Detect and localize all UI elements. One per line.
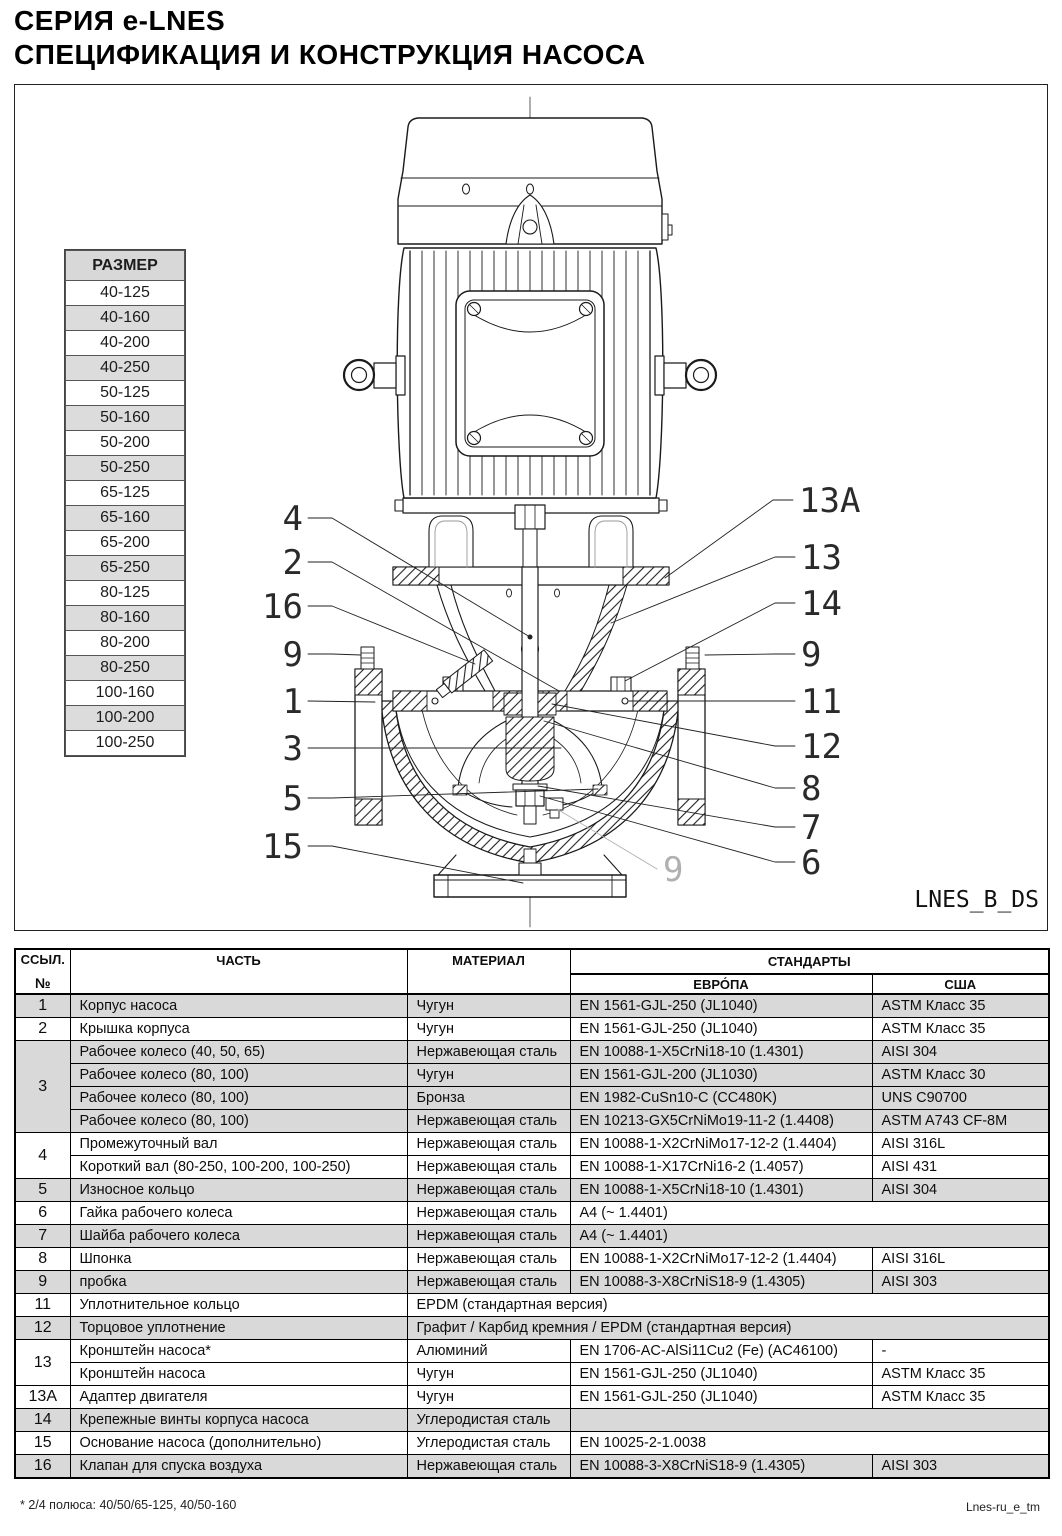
size-value: 80-200 [66,631,185,656]
col-header-standards: СТАНДАРТЫ [570,949,1049,974]
left-eyebolt [344,356,405,395]
footnote: * 2/4 полюса: 40/50/65-125, 40/50-160 [20,1498,237,1512]
cell-standard [570,1409,1049,1432]
size-value: 50-250 [66,456,185,481]
cell-usa: ASTM Класс 30 [872,1064,1049,1087]
cell-europe: EN 1561-GJL-250 (JL1040) [570,1018,872,1041]
size-row [66,681,185,706]
size-row [66,706,185,731]
cell-part: Уплотнительное кольцо [70,1294,407,1317]
size-value: 100-250 [66,731,185,756]
cell-material-standard: Графит / Карбид кремния / EPDM (стандартная версия) [407,1317,1049,1340]
size-value: 40-250 [66,356,185,381]
cell-europe: EN 10088-3-X8CrNiS18-9 (1.4305) [570,1455,872,1479]
cell-part: Кронштейн насоса* [70,1340,407,1363]
cell-standard: EN 10025-2-1.0038 [570,1432,1049,1455]
cell-europe: EN 10088-1-X5CrNi18-10 (1.4301) [570,1041,872,1064]
size-value: 100-200 [66,706,185,731]
cell-ref: 5 [15,1179,70,1202]
cell-material: Нержавеющая сталь [407,1156,570,1179]
cell-europe: EN 1706-AC-AlSi11Cu2 (Fe) (AC46100) [570,1340,872,1363]
size-value: 40-160 [66,306,185,331]
table-row [15,1409,1049,1432]
cell-europe: EN 1561-GJL-200 (JL1030) [570,1064,872,1087]
cell-usa: ASTM Класс 35 [872,1363,1049,1386]
size-value: 65-160 [66,506,185,531]
cell-part: Промежуточный вал [70,1133,407,1156]
size-value: 80-125 [66,581,185,606]
size-value: 65-125 [66,481,185,506]
cell-ref: 14 [15,1409,70,1432]
cell-usa: AISI 304 [872,1179,1049,1202]
callout-label: 12 [801,727,842,767]
size-row [66,281,185,306]
table-row [15,1363,1049,1386]
table-row [15,1340,1049,1363]
size-row [66,606,185,631]
size-value: 80-160 [66,606,185,631]
table-row [15,1225,1049,1248]
cell-part: Рабочее колесо (80, 100) [70,1110,407,1133]
cell-material: Углеродистая сталь [407,1432,570,1455]
size-value: 65-250 [66,556,185,581]
col-header-ref [15,949,70,994]
cell-ref: 6 [15,1202,70,1225]
cell-usa: AISI 303 [872,1271,1049,1294]
cell-material: Нержавеющая сталь [407,1041,570,1064]
callout-label-inner: 9 [663,850,684,890]
size-row [66,581,185,606]
col-header-ref-line2: № [34,975,51,991]
cell-usa: AISI 431 [872,1156,1049,1179]
size-table-header: РАЗМЕР [66,251,185,281]
impeller-nut [516,790,544,824]
callout-label: 11 [801,682,842,722]
callout-label: 16 [262,587,303,627]
cell-ref: 2 [15,1018,70,1041]
size-value: 50-125 [66,381,185,406]
cell-europe: EN 1561-GJL-250 (JL1040) [570,994,872,1018]
size-row [66,306,185,331]
callout-label: 14 [801,584,842,624]
page-title [14,4,646,72]
col-header-part: ЧАСТЬ [70,949,407,994]
callout-label: 8 [801,769,822,809]
cell-material: Чугун [407,1363,570,1386]
callout-label: 13A [799,481,861,521]
terminal-box [456,291,604,456]
callout-label: 6 [801,843,822,883]
table-row [15,1110,1049,1133]
callout-label: 3 [282,729,303,769]
cell-part: Шайба рабочего колеса [70,1225,407,1248]
shaft-coupling [515,505,545,567]
drawing-code: LNES_B_DS [914,887,1039,913]
cell-part: пробка [70,1271,407,1294]
cell-part: Короткий вал (80-250, 100-200, 100-250) [70,1156,407,1179]
size-row [66,631,185,656]
cell-material: Нержавеющая сталь [407,1271,570,1294]
size-row [66,431,185,456]
cell-europe: EN 10088-3-X8CrNiS18-9 (1.4305) [570,1271,872,1294]
cell-usa: AISI 316L [872,1133,1049,1156]
cell-ref: 7 [15,1225,70,1248]
size-row [66,381,185,406]
cell-ref: 12 [15,1317,70,1340]
cell-material: Бронза [407,1087,570,1110]
table-row [15,1156,1049,1179]
size-value: 50-200 [66,431,185,456]
left-flange [355,647,382,825]
cell-europe: EN 1561-GJL-250 (JL1040) [570,1386,872,1409]
cell-ref: 13A [15,1386,70,1409]
table-row [15,1294,1049,1317]
table-row [15,1455,1049,1479]
cell-usa: ASTM Класс 35 [872,994,1049,1018]
size-row [66,331,185,356]
table-row [15,994,1049,1018]
cell-europe: EN 10213-GX5CrNiMo19-11-2 (1.4408) [570,1110,872,1133]
cell-europe: EN 1561-GJL-250 (JL1040) [570,1363,872,1386]
callout-label: 13 [801,538,842,578]
size-value: 80-250 [66,656,185,681]
cell-europe: EN 10088-1-X2CrNiMo17-12-2 (1.4404) [570,1248,872,1271]
table-row [15,1133,1049,1156]
callout-label: 1 [282,682,303,722]
size-row [66,481,185,506]
cell-part: Торцовое уплотнение [70,1317,407,1340]
cell-standard: A4 (~ 1.4401) [570,1225,1049,1248]
cell-part: Кронштейн насоса [70,1363,407,1386]
cell-material: Нержавеющая сталь [407,1110,570,1133]
cell-usa: AISI 304 [872,1041,1049,1064]
size-row [66,406,185,431]
cell-material: Нержавеющая сталь [407,1179,570,1202]
cell-standard: A4 (~ 1.4401) [570,1202,1049,1225]
col-header-material: МАТЕРИАЛ [407,949,570,994]
size-row [66,456,185,481]
size-row [66,731,185,756]
cell-part: Износное кольцо [70,1179,407,1202]
cell-part: Крышка корпуса [70,1018,407,1041]
cell-usa: AISI 316L [872,1248,1049,1271]
cell-part: Рабочее колесо (80, 100) [70,1064,407,1087]
callout-label: 9 [801,635,822,675]
cell-ref: 13 [15,1340,70,1386]
cell-usa: UNS C90700 [872,1087,1049,1110]
parts-table [14,948,1050,1479]
size-row [66,506,185,531]
col-header-usa: США [872,974,1049,994]
cell-ref: 4 [15,1133,70,1179]
title-series: СЕРИЯ e-LNES [14,5,226,36]
cell-ref: 9 [15,1271,70,1294]
table-row [15,1248,1049,1271]
size-row [66,356,185,381]
cell-ref: 16 [15,1455,70,1479]
fan-cover [398,118,672,244]
table-row [15,1064,1049,1087]
parts-table-header-row [15,949,1049,974]
callout-label: 2 [282,543,303,583]
table-row [15,1202,1049,1225]
table-row [15,1432,1049,1455]
cell-part: Рабочее колесо (40, 50, 65) [70,1041,407,1064]
title-subject: СПЕЦИФИКАЦИЯ И КОНСТРУКЦИЯ НАСОСА [14,39,646,70]
cell-part: Основание насоса (дополнительно) [70,1432,407,1455]
cell-part: Корпус насоса [70,994,407,1018]
size-value: 100-160 [66,681,185,706]
cell-material-standard: EPDM (стандартная версия) [407,1294,1049,1317]
right-eyebolt [655,356,716,395]
cell-material: Нержавеющая сталь [407,1225,570,1248]
table-row [15,1317,1049,1340]
table-row [15,1179,1049,1202]
cell-usa: ASTM Класс 35 [872,1018,1049,1041]
callout-label: 9 [282,635,303,675]
table-row [15,1041,1049,1064]
cell-material: Нержавеющая сталь [407,1202,570,1225]
cell-material: Углеродистая сталь [407,1409,570,1432]
size-row [66,556,185,581]
size-value: 40-125 [66,281,185,306]
cell-material: Чугун [407,1064,570,1087]
cell-europe: EN 10088-1-X2CrNiMo17-12-2 (1.4404) [570,1133,872,1156]
callout-label: 5 [282,779,303,819]
cell-ref: 15 [15,1432,70,1455]
table-row [15,1087,1049,1110]
cell-usa: ASTM A743 CF-8M [872,1110,1049,1133]
size-value: 50-160 [66,406,185,431]
col-header-europe: ЕВРО́ПА [570,974,872,994]
document-code: Lnes-ru_e_tm [965,1500,1040,1514]
size-value: 40-200 [66,331,185,356]
cell-europe: EN 1982-CuSn10-C (CC480K) [570,1087,872,1110]
cell-part: Крепежные винты корпуса насоса [70,1409,407,1432]
cell-material: Нержавеющая сталь [407,1133,570,1156]
cell-ref: 1 [15,994,70,1018]
cell-usa: - [872,1340,1049,1363]
callout-label: 15 [262,827,303,867]
table-row [15,1018,1049,1041]
size-value: 65-200 [66,531,185,556]
cell-part: Шпонка [70,1248,407,1271]
right-flange [678,647,705,825]
cell-ref: 3 [15,1041,70,1133]
cell-part: Клапан для спуска воздуха [70,1455,407,1479]
cell-part: Гайка рабочего колеса [70,1202,407,1225]
cell-part: Рабочее колесо (80, 100) [70,1087,407,1110]
cell-ref: 8 [15,1248,70,1271]
col-header-ref-line1: ССЫЛ. [20,952,65,967]
cell-material: Нержавеющая сталь [407,1248,570,1271]
cell-europe: EN 10088-1-X5CrNi18-10 (1.4301) [570,1179,872,1202]
cell-usa: AISI 303 [872,1455,1049,1479]
size-table [65,250,185,756]
cell-part: Адаптер двигателя [70,1386,407,1409]
cell-material: Чугун [407,1018,570,1041]
cell-usa: ASTM Класс 35 [872,1386,1049,1409]
cell-europe: EN 10088-1-X17CrNi16-2 (1.4057) [570,1156,872,1179]
cell-material: Чугун [407,994,570,1018]
callout-label: 4 [282,499,303,539]
pump-base [434,849,626,897]
drain-plug [546,798,563,818]
size-row [66,656,185,681]
table-row [15,1271,1049,1294]
cell-material: Алюминий [407,1340,570,1363]
cell-ref: 11 [15,1294,70,1317]
cell-material: Чугун [407,1386,570,1409]
cell-material: Нержавеющая сталь [407,1455,570,1479]
size-row [66,531,185,556]
callout-label: 7 [801,808,822,848]
table-row [15,1386,1049,1409]
